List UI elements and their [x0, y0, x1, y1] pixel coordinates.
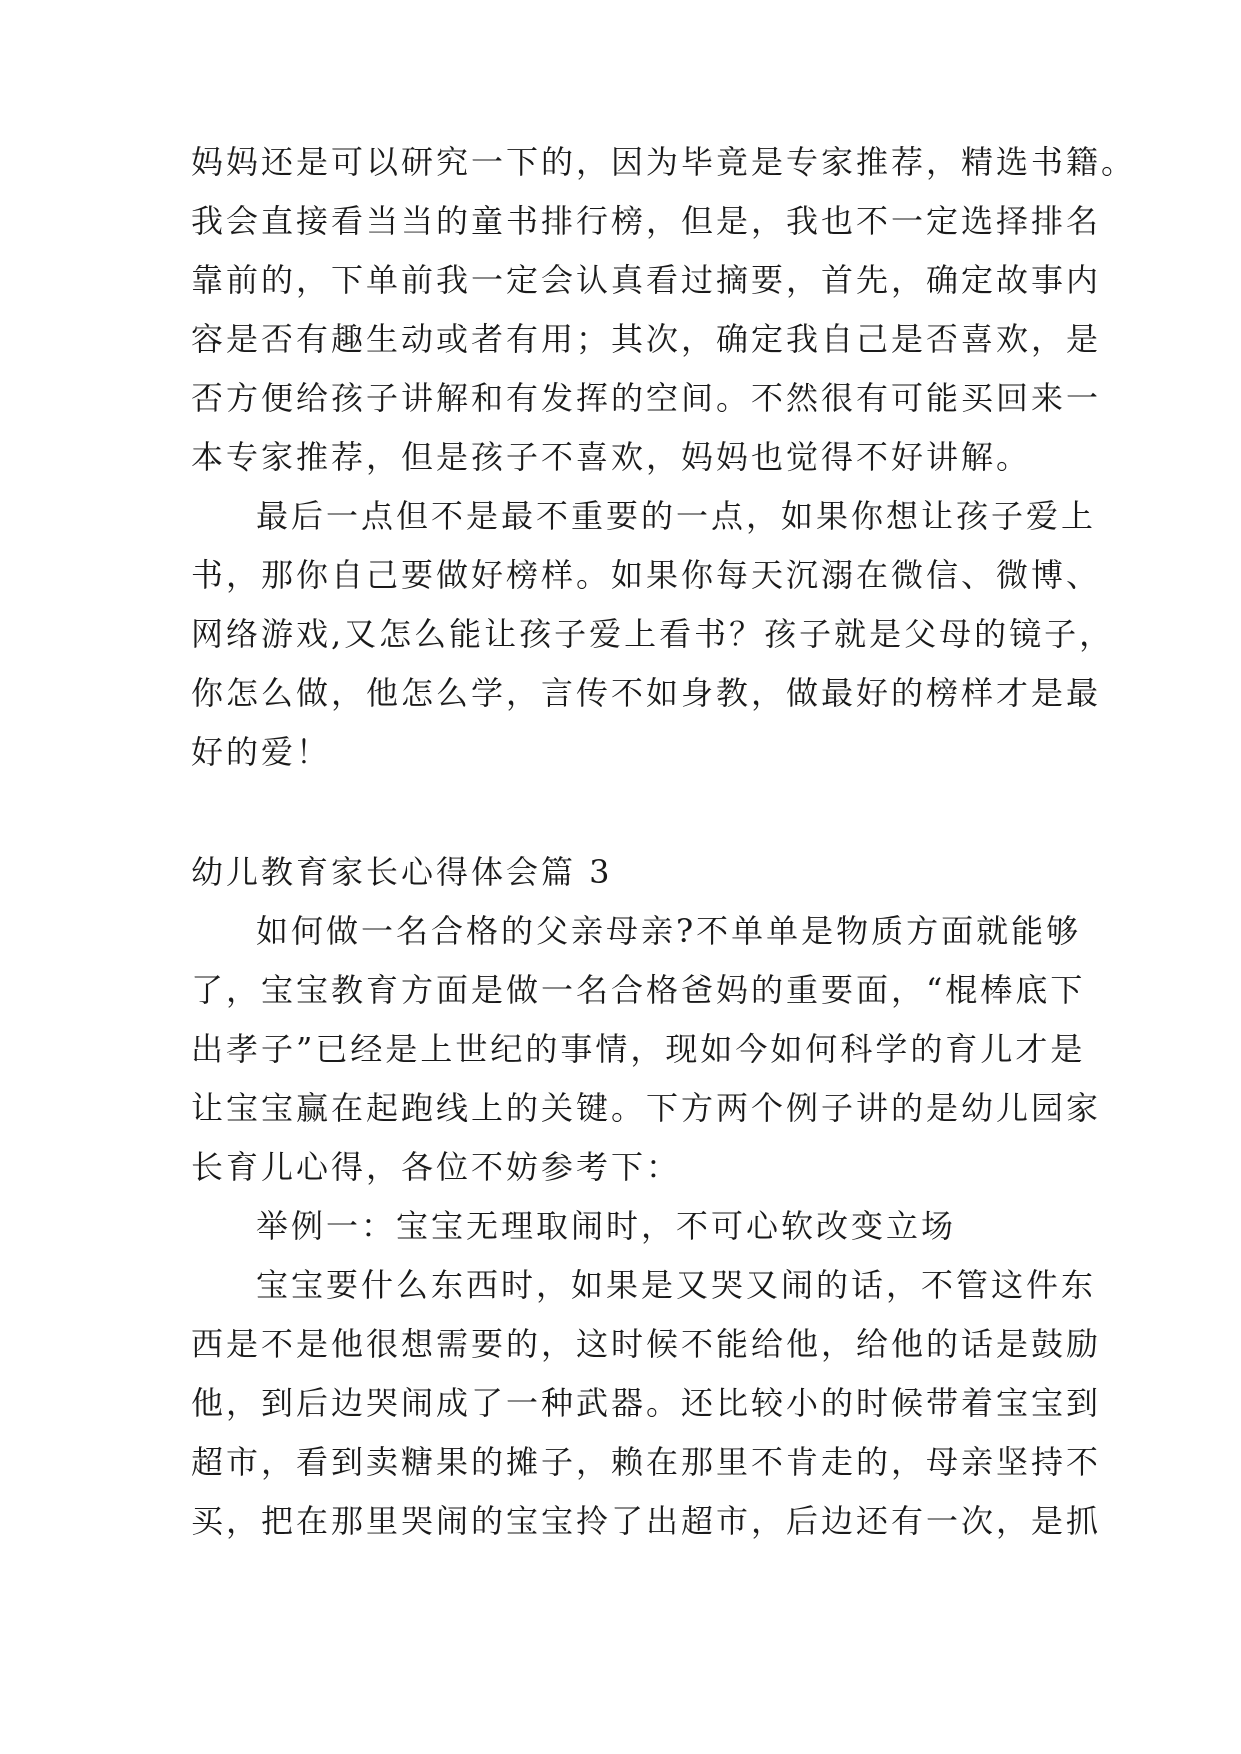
text-line: 了，宝宝教育方面是做一名合格爸妈的重要面，“棍棒底下 — [191, 971, 1086, 1009]
section-heading: 幼儿教育家长心得体会篇 3 — [191, 853, 613, 891]
text-line: 买，把在那里哭闹的宝宝拎了出超市，后边还有一次，是抓 — [191, 1502, 1102, 1540]
text-line: 书，那你自己要做好榜样。如果你每天沉溺在微信、微博、 — [191, 556, 1102, 594]
text-line: 出孝子”已经是上世纪的事情，现如今如何科学的育儿才是 — [191, 1030, 1086, 1068]
text-line: 超市，看到卖糖果的摊子，赖在那里不肯走的，母亲坚持不 — [191, 1443, 1102, 1481]
text-line: 妈妈还是可以研究一下的，因为毕竟是专家推荐，精选书籍。 — [191, 143, 1137, 181]
text-line: 好的爱！ — [191, 733, 332, 771]
text-line: 你怎么做，他怎么学，言传不如身教，做最好的榜样才是最 — [191, 674, 1102, 712]
text-line: 我会直接看当当的童书排行榜，但是，我也不一定选择排名 — [191, 202, 1102, 240]
text-line: 靠前的，下单前我一定会认真看过摘要，首先，确定故事内 — [191, 261, 1102, 299]
text-line: 容是否有趣生动或者有用；其次，确定我自己是否喜欢，是 — [191, 320, 1102, 358]
example-heading: 举例一：宝宝无理取闹时，不可心软改变立场 — [256, 1207, 957, 1245]
text-line: 他，到后边哭闹成了一种武器。还比较小的时候带着宝宝到 — [191, 1384, 1102, 1422]
text-line: 本专家推荐，但是孩子不喜欢，妈妈也觉得不好讲解。 — [191, 438, 1032, 476]
text-line: 否方便给孩子讲解和有发挥的空间。不然很有可能买回来一 — [191, 379, 1102, 417]
text-line: 长育儿心得，各位不妨参考下： — [191, 1148, 682, 1186]
paragraph-first-line: 如何做一名合格的父亲母亲?不单单是物质方面就能够 — [256, 912, 1082, 950]
paragraph-first-line: 宝宝要什么东西时，如果是又哭又闹的话，不管这件东 — [256, 1266, 1097, 1304]
text-line: 西是不是他很想需要的，这时候不能给他，给他的话是鼓励 — [191, 1325, 1102, 1363]
text-line: 网络游戏,又怎么能让孩子爱上看书？孩子就是父母的镜子， — [191, 615, 1115, 653]
text-line: 让宝宝赢在起跑线上的关键。下方两个例子讲的是幼儿园家 — [191, 1089, 1102, 1127]
paragraph-first-line: 最后一点但不是最不重要的一点，如果你想让孩子爱上 — [256, 497, 1097, 535]
